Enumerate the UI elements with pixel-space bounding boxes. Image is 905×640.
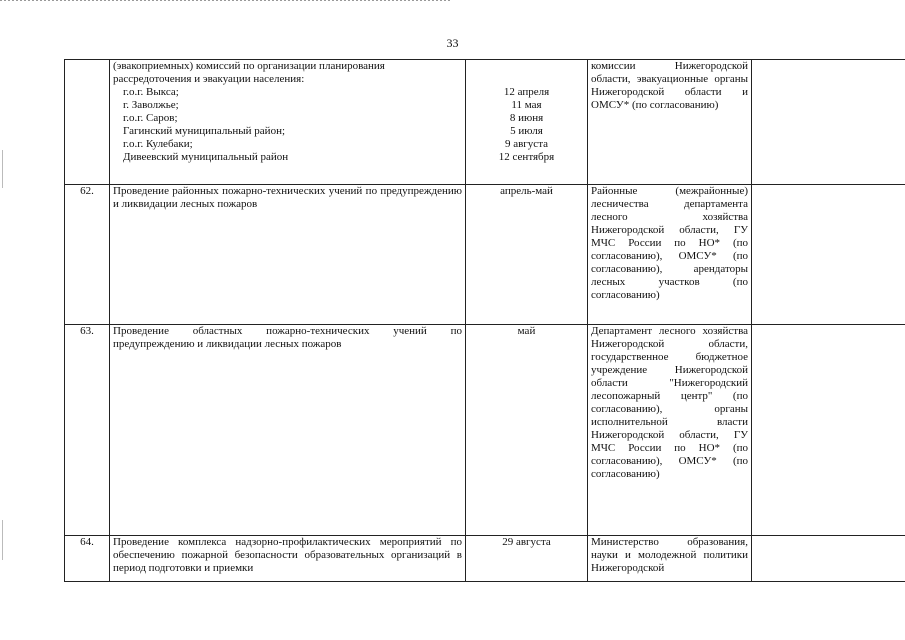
date-cell: 29 августа xyxy=(466,536,588,582)
municipality-item: г.о.г. Кулебаки; xyxy=(123,138,193,150)
responsible-cell: Районные (межрайонные) лесничества департамента лесного хозяйства Нижегородской области, ГУ МЧС России по НО* (по согласованию), ОМСУ* (по согласованию), арендаторы лесных участков (по согласованию) xyxy=(588,185,752,325)
activity-line: рассредоточения и эвакуации населения: xyxy=(113,73,305,85)
row-number: 64. xyxy=(65,536,110,582)
municipality-item: г. Заволжье; xyxy=(123,99,179,111)
municipality-item: г.о.г. Саров; xyxy=(123,112,178,124)
row-number xyxy=(65,60,110,185)
date-item: 11 мая xyxy=(511,99,542,111)
responsible-cell: Департамент лесного хозяйства Нижегородской области, государственное бюджетное учреждение Нижегородской области "Нижегородский лесопожарный центр" (по согласованию), органы исполнительной власти Нижегородской области, ГУ МЧС России по НО* (по согласованию), ОМСУ* (по согласованию) xyxy=(588,325,752,536)
activity-cell: Проведение областных пожарно-технических учений по предупреждению и ликвидации лесных пожаров xyxy=(110,325,466,536)
date-item: 12 сентября xyxy=(498,151,555,163)
date-cell: апрель-май xyxy=(466,185,588,325)
table-row xyxy=(65,536,905,582)
note-cell xyxy=(752,536,905,582)
plan-table xyxy=(64,59,905,582)
municipality-item: г.о.г. Выкса; xyxy=(123,86,179,98)
date-cell: май xyxy=(466,325,588,536)
date-cell xyxy=(466,60,588,185)
date-item: 9 августа xyxy=(504,138,549,150)
row-number: 62. xyxy=(65,185,110,325)
activity-cell: Проведение комплекса надзорно-профилактических мероприятий по обеспечению пожарной безопасности образовательных организаций в период подготовки и приемки xyxy=(110,536,466,582)
responsible-cell: Министерство образования, науки и молодежной политики Нижегородской xyxy=(588,536,752,582)
responsible-text: комиссии Нижегородской области, эвакуационные органы Нижегородской области и ОМСУ* (по согласованию) xyxy=(591,60,748,111)
table-row xyxy=(65,325,905,536)
table-row xyxy=(65,60,905,185)
top-edge-mark xyxy=(0,0,452,1)
date-item: 12 апреля xyxy=(503,86,550,98)
activity-line: (эвакоприемных) комиссий по организации планирования xyxy=(113,60,385,72)
row-number: 63. xyxy=(65,325,110,536)
activity-cell xyxy=(110,60,466,185)
date-item: 8 июня xyxy=(509,112,544,124)
activity-cell: Проведение районных пожарно-технических учений по предупреждению и ликвидации лесных пожаров xyxy=(110,185,466,325)
municipality-item: Гагинский муниципальный район; xyxy=(123,125,286,137)
table-row xyxy=(65,185,905,325)
responsible-cell xyxy=(588,60,752,185)
left-edge-mark xyxy=(2,150,3,188)
page-number: 33 xyxy=(446,36,459,50)
note-cell xyxy=(752,60,905,185)
date-item: 5 июля xyxy=(510,125,543,137)
municipality-item: Дивеевский муниципальный район xyxy=(123,151,289,163)
note-cell xyxy=(752,325,905,536)
note-cell xyxy=(752,185,905,325)
left-edge-mark xyxy=(2,520,3,560)
